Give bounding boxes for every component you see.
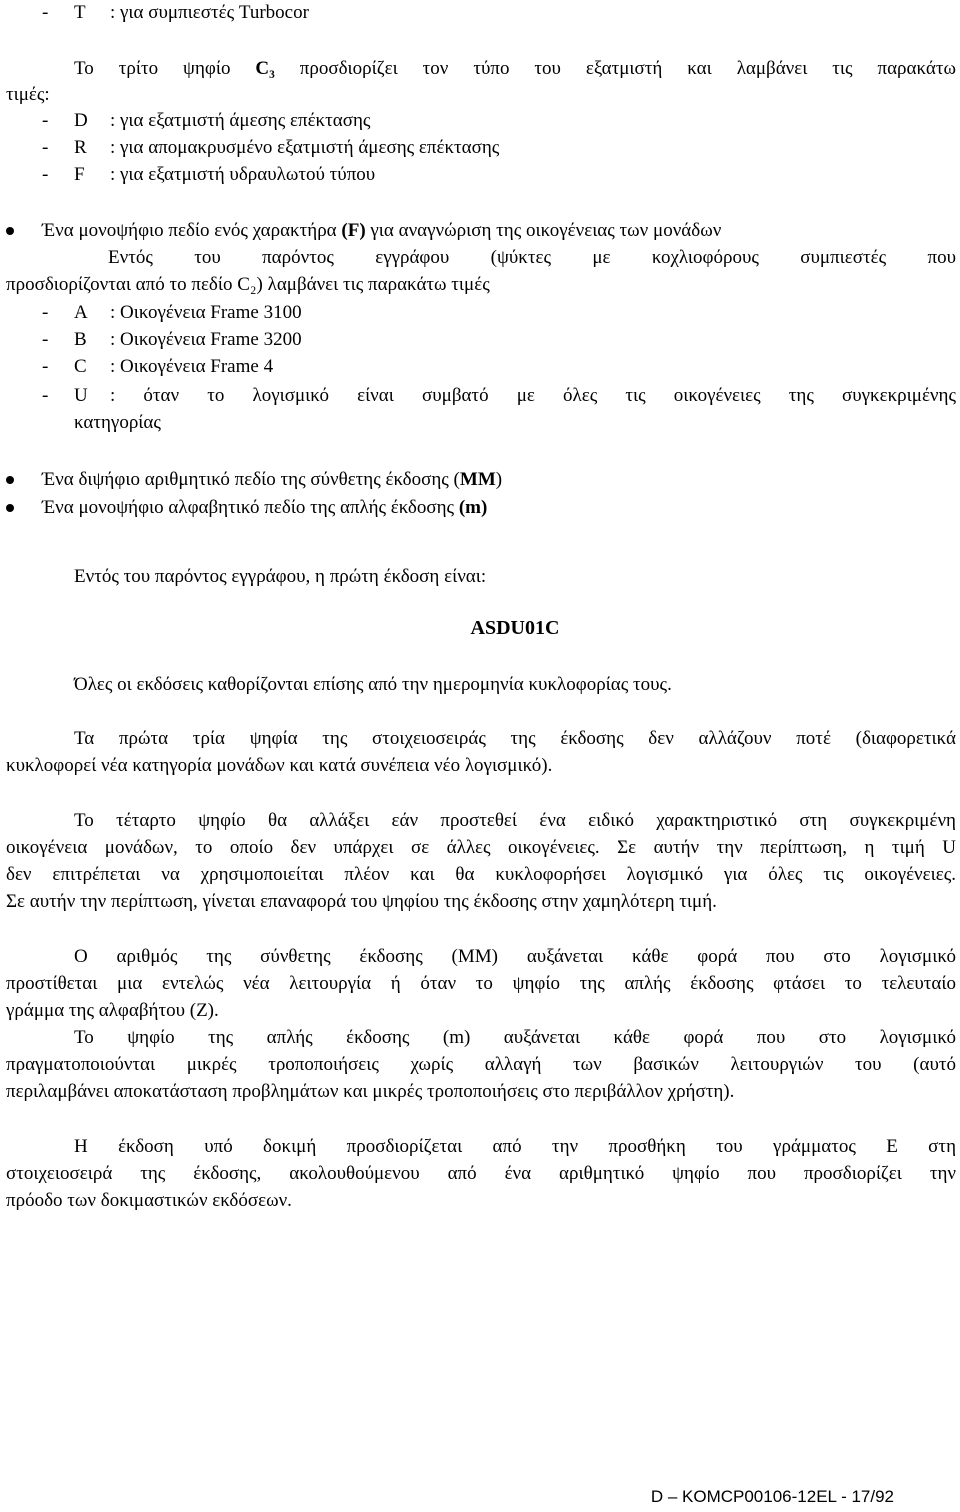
- para-test-line1: Η έκδοση υπό δοκιμή προσδιορίζεται από την προσθήκη του γράμματος E στη: [74, 1136, 956, 1157]
- para-three-digits-line1: Τα πρώτα τρία ψηφία της στοιχειοσειράς της έκδοσης δεν αλλάζουν ποτέ (διαφορετικά: [74, 728, 956, 749]
- para-m-line2: πραγματοποιούνται μικρές τροποποιήσεις χωρίς αλλαγή των βασικών λειτουργιών του (αυτό: [6, 1054, 956, 1075]
- bullet-dot: [6, 476, 14, 484]
- page-footer: D – KOMCP00106-12EL - 17/92: [650, 1487, 894, 1506]
- para-fourth-digit-line2: οικογένεια μονάδων, το οποίο δεν υπάρχει σε άλλες οικογένειες. Σε αυτήν την περίπτωση, η τιμή U: [6, 837, 956, 858]
- para-three-digits-line2: κυκλοφορεί νέα κατηγορία μονάδων και κατά συνέπεια νέο λογισμικό).: [6, 755, 553, 776]
- bullet-family-line1: Ένα μονοψήφιο πεδίο ενός χαρακτήρα (F) για αναγνώριση της οικογένειας των μονάδων: [42, 220, 722, 241]
- bullet-dot: [6, 227, 14, 235]
- first-version-code: ASDU01C: [470, 617, 560, 639]
- bullet-family-line2: Εντός του παρόντος εγγράφου (ψύκτες με κοχλιοφόρους συμπιεστές που: [108, 247, 956, 268]
- para-test-line3: πρόοδο των δοκιμαστικών εκδόσεων.: [6, 1190, 292, 1211]
- release-date-note: Όλες οι εκδόσεις καθορίζονται επίσης από την ημερομηνία κυκλοφορίας τους.: [74, 674, 672, 695]
- para-fourth-digit-line4: Σε αυτήν την περίπτωση, γίνεται επαναφορά του ψηφίου της έκδοσης στην χαμηλότερη τιμή.: [6, 891, 717, 912]
- para-mm-line3: γράμμα της αλφαβήτου (Z).: [6, 1000, 219, 1021]
- para-test-line2: στοιχειοσειρά της έκδοσης, ακολουθούμενου από ένα αριθμητικό ψηφίο που προσδιορίζει την: [6, 1163, 956, 1184]
- para-m-line1: Το ψηφίο της απλής έκδοσης (m) αυξάνεται κάθε φορά που στο λογισμικό: [74, 1027, 956, 1048]
- para-mm-line1: Ο αριθμός της σύνθετης έκδοσης (MM) αυξάνεται κάθε φορά που στο λογισμικό: [74, 946, 956, 967]
- bullet-dot: [6, 504, 14, 512]
- first-version-intro: Εντός του παρόντος εγγράφου, η πρώτη έκδοση είναι:: [74, 566, 487, 587]
- list-item-u-continued: κατηγορίας: [74, 412, 161, 433]
- document-page: - T : για συμπιεστές Turbocor Το τρίτο ψηφίο C₃ προσδιορίζει τον τύπο του εξατμιστή και λαμβάνει τις παρακάτω τιμές: - D : για εξατμιστή άμεσης επέκτασης - R : για απομακρυσμένο εξατμιστή άμεσης επέκτασης - F : για εξατμιστή υδραυλωτού τύπου Ένα μονοψήφιο πεδίο ενός χαρακτήρα (F) για αναγνώριση της οικογένειας των μονάδων Εντός του παρόντος εγγράφου (ψύκτες με κοχλιοφόρους συμπιεστές που προσδιορίζονται από το πεδίο C₂) λαμβάνει τις παρακάτω τιμές - A : Οικογένεια Frame 3100 - B : Οικογένεια Frame 3200 - C : Οικογένεια Frame 4 - U : όταν το λογισμικό είναι συμβατό με όλες τις οικογένειες της συγκεκριμένης κατηγορίας Ένα διψήφιο αριθμητικό πεδίο της σύνθετης έκδοσης (MM) Ένα μονοψήφιο αλφαβητικό πεδίο της απλής έκδοσης (m) Εντός του παρόντος εγγράφου, η πρώτη έκδοση είναι: ASDU01C Όλες οι εκδόσεις καθορίζονται επίσης από την ημερομηνία κυκλοφορίας τους. Τα πρώτα τρία ψηφία της στοιχειοσειράς της έκδοσης δεν αλλάζουν ποτέ (διαφορετικά κυκλοφορεί νέα κατηγορία μονάδων και κατά συνέπεια νέο λογισμικό). Το τέταρτο ψηφίο θα αλλάξει εάν προστεθεί ένα ειδικό χαρακτηριστικό στη συγκεκριμένη οικογένεια μονάδων, το οποίο δεν υπάρχει σε άλλες οικογένειες. Σε αυτήν την περίπτωση, η τιμή U δεν επιτρέπεται να χρησιμοποιείται πλέον και θα κυκλοφορήσει λογισμικό για όλες τις οικογένειες. Σε αυτήν την περίπτωση, γίνεται επαναφορά του ψηφίου της έκδοσης στην χαμηλότερη τιμή. Ο αριθμός της σύνθετης έκδοσης (MM) αυξάνεται κάθε φορά που στο λογισμικό προστίθεται μια εντελώς νέα λειτουργία ή όταν το ψηφίο της απλής έκδοσης φτάσει το τελευταίο γράμμα της αλφαβήτου (Z). Το ψηφίο της απλής έκδοσης (m) αυξάνεται κάθε φορά που στο λογισμικό πραγματοποιούνται μικρές τροποποιήσεις χωρίς αλλαγή των βασικών λειτουργιών του (αυτό περιλαμβάνει αποκατάσταση προβλημάτων και μικρές τροποποιήσεις στο περιβάλλον χρήστη). Η έκδοση υπό δοκιμή προσδιορίζεται από την προσθήκη του γράμματος E στη στοιχειοσειρά της έκδοσης, ακολουθούμενου από ένα αριθμητικό ψηφίο που προσδιορίζει την πρόοδο των δοκιμαστικών εκδόσεων. D – KOMCP00106-12EL - 17/92: [0, 0, 960, 1512]
- para-fourth-digit-line1: Το τέταρτο ψηφίο θα αλλάξει εάν προστεθεί ένα ειδικό χαρακτηριστικό στη συγκεκριμένη: [74, 810, 956, 831]
- c3-intro-line2: τιμές:: [6, 84, 50, 105]
- para-fourth-digit-line3: δεν επιτρέπεται να χρησιμοποιείται πλέον και θα κυκλοφορήσει λογισμικό για όλες τις οικογένειες.: [6, 864, 956, 885]
- para-mm-line2: προστίθεται μια εντελώς νέα λειτουργία ή όταν το ψηφίο της απλής έκδοσης φτάσει το τελευταίο: [6, 973, 956, 994]
- bullet-family-line3: προσδιορίζονται από το πεδίο C₂) λαμβάνει τις παρακάτω τιμές: [6, 274, 490, 295]
- para-m-line3: περιλαμβάνει αποκατάσταση προβλημάτων και μικρές τροποποιήσεις στο περιβάλλον χρήστη).: [6, 1081, 735, 1102]
- c3-intro-line1: Το τρίτο ψηφίο C₃ προσδιορίζει τον τύπο του εξατμιστή και λαμβάνει τις παρακάτω: [74, 58, 956, 79]
